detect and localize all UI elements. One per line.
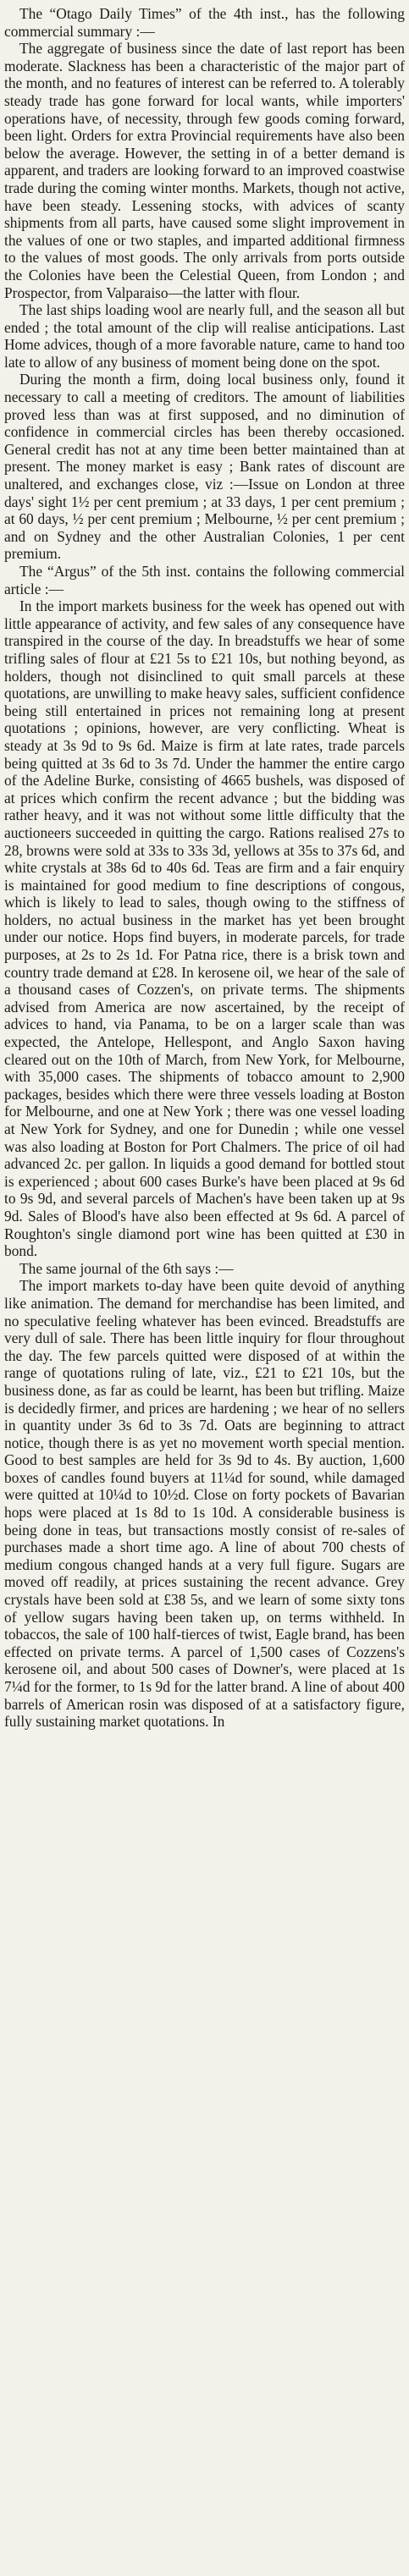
paragraph-money-market: During the month a firm, doing local business only, found it necessary to call a meeting of creditors. The amount of liabilities proved less than was at first supposed, and no diminution of confidence in commercial circles has been thereby occasioned. General credit has not at any time been better maintained than at present. The money market is easy ; Bank rates of discount are unaltered, and exchanges close, viz :—Issue on London at three days' sight 1½ per cent premium ; at 33 days, 1 per cent premium ; at 60 days, ½ per cent premium ; Melbourne, ½ per cent premium ; and on Sydney and the other Australian Colonies, 1 per cent premium. [4, 371, 405, 563]
intro-otago: The “Otago Daily Times” of the 4th inst., has the following commercial summary :— [4, 5, 405, 40]
intro-argus: The “Argus” of the 5th inst. contains the following commercial article :— [4, 563, 405, 597]
intro-same-journal: The same journal of the 6th says :— [19, 1259, 234, 1277]
paragraph-import-markets-today: The import markets to-day have been quite devoid of anything like animation. The demand for merchandise has been limited, and no speculative feeling whatever has been evinced. Breadstuffs are very dull of sale. There has been little inquiry for flour throughout the day. The few parcels quitted were disposed of at within the range of quotations ruling of late, viz., £21 to £21 10s, but the business done, as far as could be learnt, has been but trifling. Maize is decidedly firmer, and prices are hardening ; we hear of no sellers in quantity under 3s 6d to 3s 7d. Oats are beginning to attract notice, though there is as yet no movement worth special mention. Good to best samples are held for 3s 9d to 4s. By auction, 1,600 boxes of candles found buyers at 11¼d for sound, while damaged were quitted at 10¼d to 10½d. Close on forty pockets of Bavarian hops were placed at 1s 8d to 1s 10d. A considerable business is being done in teas, but transactions mostly consist of re-sales of purchases made a short time ago. A line of about 700 chests of medium congous changed hands at a very full figure. Sugars are moved off readily, at prices sustaining the recent advance. Grey crystals have been sold at £38 5s, and we learn of some sixty tons of yellow sugars having been taken up, on terms withheld. In tobaccos, the sale of 100 half-tierces of twist, Eagle brand, has been effected on private terms. A parcel of 1,500 cases of Cozzens's kerosene oil, and about 500 cases of Downer's, were placed at 1s 7¼d for the former, to 1s 9d for the latter brand. A line of about 400 barrels of American rosin was disposed of at a satisfactory figure, fully sustaining market quotations. In [4, 1277, 405, 1731]
paragraph-wool-ships: The last ships loading wool are nearly full, and the season all but ended ; the total amount of the clip will realise anticipations. Last Home advices, though of a more favorable nature, came to hand too late to allow of any business of moment being done on the spot. [4, 301, 405, 371]
paragraph-aggregate-business: The aggregate of business since the date of last report has been moderate. Slackness has been a characteristic of the major part of the month, and no features of interest can be referred to. A tolerably steady trade has gone forward for local wants, while importers' operations have, of necessity, through few goods coming forward, been light. Orders for extra Provincial requirements have also been below the average. However, the setting in of a better demand is apparent, and traders are looking forward to an improved coastwise trade during the coming winter months. Markets, though not active, have been steady. Lessening stocks, with advices of scanty shipments from all parts, have caused some slight improvement in the values of one or two staples, and imparted additional firmness to the values of most goods. The only arrivals from ports outside the Colonies have been the Celestial Queen, from London ; and Prospector, from Valparaiso—the latter with flour. [4, 40, 405, 301]
paragraph-import-markets: In the import markets business for the week has opened out with little appearance of activity, and few sales of any consequence have transpired in the course of the day. In breadstuffs we hear of some trifling sales of flour at £21 5s to £21 10s, but nothing beyond, as holders, though not disinclined to quit small parcels at these quotations, are unwilling to make heavy sales, sufficient confidence being still entertained in prices not remaining long at present quotations ; opinions, however, are very conflicting. Wheat is steady at 3s 9d to 9s 6d. Maize is firm at late rates, trade parcels being quitted at 3s 6d to 3s 7d. Under the hammer the entire cargo of the Adeline Burke, consisting of 4665 bushels, was disposed of at prices which confirm the recent advance ; but the bidding was rather heavy, and it was not without some little difficulty that the auctioneers succeeded in quitting the cargo. Rations realised 27s to 28, browns were sold at 33s to 33s 3d, yellows at 35s to 37s 6d, and white crystals at 38s 6d to 40s 6d. Teas are firm and a fair enquiry is maintained for good medium to fine descriptions of congous, which is likely to lead to sales, though owing to the stiffness of holders, no actual business in the market has yet been brought under our notice. Hops find buyers, in moderate parcels, for trade purposes, at 2s to 2s 1d. For Patna rice, there is a brisk town and country trade demand at £28. In kerosene oil, we hear of the sale of a thousand cases of Cozzen's, on private terms. The shipments advised from America are now ascertained, by the receipt of advices to hand, via Panama, to be on a larger scale than was expected, the Antelope, Hellespont, and Anglo Saxon having cleared out on the 10th of March, from New York, for Melbourne, with 35,000 cases. The shipments of tobacco amount to 2,900 packages, besides which there were three vessels loading at Boston for Melbourne, and one at New York ; there was one vessel loading at New York for Sydney, and one for Dunedin ; while one vessel was also loading at Boston for Port Chalmers. The price of oil had advanced 2c. per gallon. In liquids a good demand for bottled stout is experienced ; about 600 cases Burke's have been placed at 9s 6d to 9s 9d, and several parcels of Machen's have been taken up at 9s 9d. Sales of Blood's have also been effected at 9s 6d. A parcel of Roughton's single diamond port wine has been quitted at £30 in bond. [4, 597, 405, 1260]
